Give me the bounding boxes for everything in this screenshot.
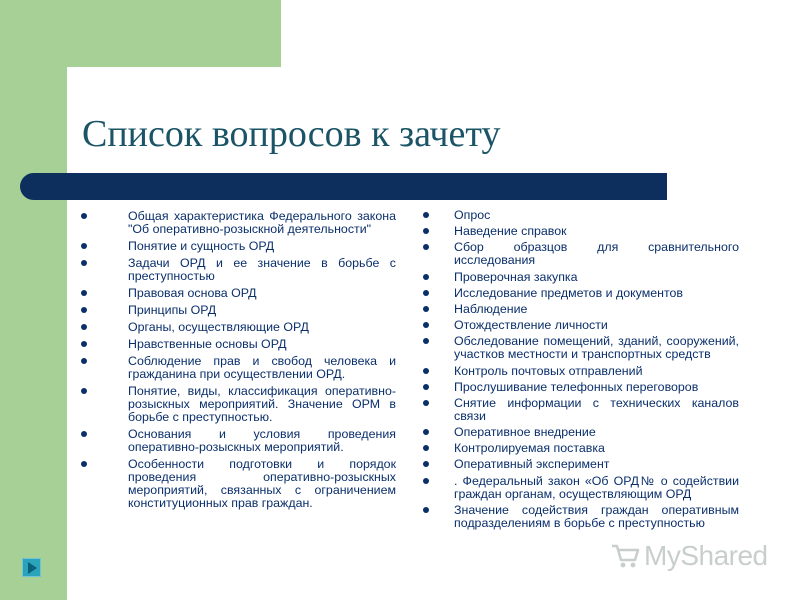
next-slide-button[interactable] <box>22 558 41 577</box>
list-item: Опрос <box>420 209 739 222</box>
watermark-text: MyShared <box>644 540 768 571</box>
list-item: Общая характеристика Федерального закона "Об оперативно-розыскной деятельности" <box>80 210 396 236</box>
list-item: Наблюдение <box>420 303 739 316</box>
list-item: Наведение справок <box>420 225 739 238</box>
list-item: Отождествление личности <box>420 319 739 332</box>
list-item: Проверочная закупка <box>420 271 739 284</box>
list-item: Оперативный эксперимент <box>420 458 739 471</box>
list-item: Соблюдение прав и свобод человека и гражданина при осуществлении ОРД. <box>80 355 396 381</box>
list-item: Контроль почтовых отправлений <box>420 365 739 378</box>
list-item: Понятие и сущность ОРД <box>80 240 396 253</box>
green-side-panel <box>0 0 67 600</box>
list-item: Принципы ОРД <box>80 304 396 317</box>
list-item: Органы, осуществляющие ОРД <box>80 321 396 334</box>
list-item: Контролируемая поставка <box>420 442 739 455</box>
list-item: Понятие, виды, классификация оперативно-розыскных мероприятий. Значение ОРМ в борьбе с преступностью. <box>80 385 396 424</box>
list-item: Задачи ОРД и ее значение в борьбе с преступностью <box>80 257 396 283</box>
watermark-logo <box>610 540 768 572</box>
list-item: Исследование предметов и документов <box>420 287 739 300</box>
list-item: Сбор образцов для сравнительного исследования <box>420 241 739 267</box>
list-item: Оперативное внедрение <box>420 426 739 439</box>
right-question-list <box>420 209 739 533</box>
list-item: Основания и условия проведения оперативно-розыскных мероприятий. <box>80 428 396 454</box>
list-item: Снятие информации с технических каналов связи <box>420 397 739 423</box>
list-item: . Федеральный закон «Об ОРД№ о содействии граждан органам, осуществляющим ОРД <box>420 475 739 501</box>
list-item: Особенности подготовки и порядок проведения оперативно-розыскных мероприятий, связанных с ограничением конституционных прав граждан. <box>80 458 396 510</box>
list-item: Правовая основа ОРД <box>80 287 396 300</box>
list-item: Прослушивание телефонных переговоров <box>420 381 739 394</box>
green-top-panel <box>0 0 281 67</box>
list-item: Значение содействия граждан оперативным подразделениям в борьбе с преступностью <box>420 504 739 530</box>
play-triangle-icon <box>28 562 37 574</box>
list-item: Нравственные основы ОРД <box>80 338 396 351</box>
list-item: Обследование помещений, зданий, сооружений, участков местности и транспортных средств <box>420 335 739 361</box>
title-underline-bar <box>20 173 667 200</box>
left-question-list <box>80 210 396 514</box>
slide-title: Список вопросов к зачету <box>82 113 501 155</box>
cart-icon <box>610 543 640 569</box>
